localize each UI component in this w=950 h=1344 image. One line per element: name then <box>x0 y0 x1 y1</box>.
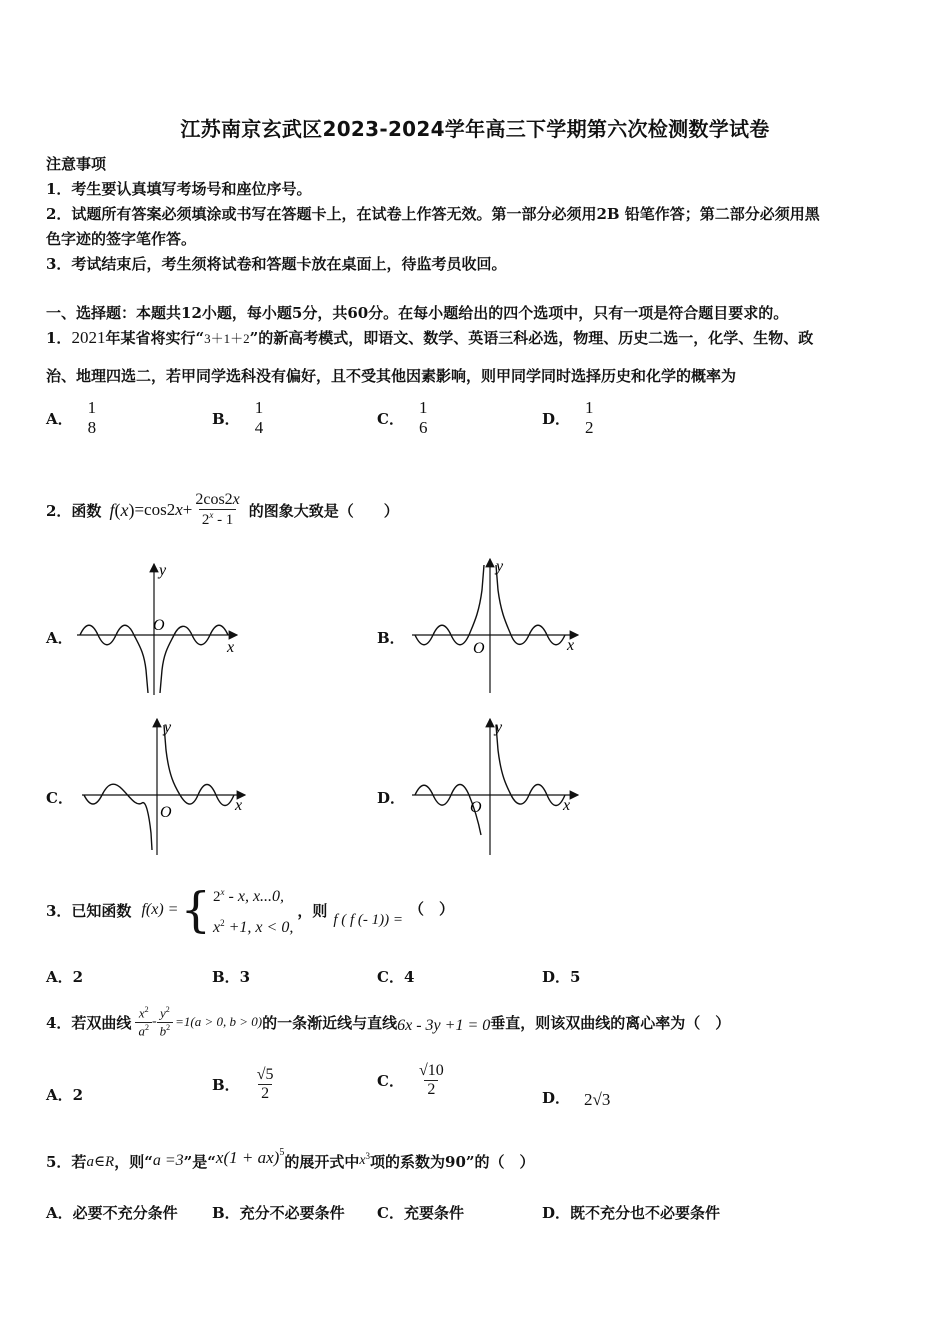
q2-option-b[interactable]: B． <box>377 629 405 647</box>
origin-label: O <box>153 617 165 634</box>
q1-text-1: 年某省将实行“ <box>105 329 205 347</box>
question-3: 3．已知函数 f (x) = { 2$^x$ - x, x...0, $x^2 +1$, x < 0, ，则 f ( f (- 1)) = （ ） <box>46 880 454 940</box>
exam-mode: 3＋1＋2 <box>204 331 250 346</box>
option-label: B． <box>212 409 240 428</box>
question-1-line-2: 治、地理四选二，若甲同学选科没有偏好，且不受其他因素影响，则甲同学同时选择历史和化学的概率为 <box>46 367 737 385</box>
y-label: y <box>159 562 167 579</box>
x-label: x <box>235 797 243 814</box>
q5-option-d[interactable]: D．既不充分也不必要条件 <box>542 1204 721 1222</box>
question-4: 4．若双曲线 $\frac{x^2}{a^2}$ - $\frac{y^2}{b^2}$ =1(a > 0, b > 0) 的一条渐近线与直线 6x - 3y +1 = 0 垂直，则该双曲线的离心率为（ ） <box>46 1005 731 1038</box>
origin-label: O <box>473 640 485 657</box>
option-label: D． <box>542 409 571 428</box>
q2-option-a[interactable]: A． <box>46 629 73 647</box>
page-title: 江苏南京玄武区2023-2024学年高三下学期第六次检测数学试卷 <box>180 117 770 141</box>
fraction: 1 6 <box>418 398 428 437</box>
fraction: $\frac{2\cos 2x}{2^x - 1}$ <box>195 491 240 528</box>
question-5: 5．若 a∈R ，则“ a =3 ”是“ x(1 + ax) $^5$ 的展开式中 x $^3$ 项的系数为90”的（ ） <box>46 1146 535 1171</box>
x-label: x <box>563 797 571 814</box>
question-2: 2．函数 f ( x ) =cos2 x + $\frac{2\cos 2x}{2^x - 1}$ 的图象大致是（ ） <box>46 491 399 528</box>
q1-option-a[interactable] <box>46 398 99 438</box>
q4-option-b[interactable]: B． $\frac{√5}{2}$ <box>212 1066 276 1103</box>
graph-b[interactable] <box>410 555 585 700</box>
x-label: x <box>227 639 235 656</box>
question-number: 5．若 <box>46 1152 87 1171</box>
option-label: C． <box>377 409 404 428</box>
curve-left <box>84 784 152 850</box>
q1-option-b[interactable] <box>212 398 266 438</box>
q1-option-c[interactable] <box>377 398 430 438</box>
question-number: 4．若双曲线 <box>46 1013 132 1032</box>
y-label: y <box>164 719 172 736</box>
section-heading: 一、选择题：本题共12小题，每小题5分，共60分。在每小题给出的四个选项中，只有一项是符合题目要求的。 <box>46 304 789 322</box>
fraction: $\frac{√5}{2}$ <box>256 1066 274 1102</box>
curve-right <box>496 725 565 806</box>
y-label: y <box>495 719 503 736</box>
q1-text-2: ”的新高考模式，即语文、数学、英语三科必选，物理、历史二选一，化学、生物、政 <box>249 329 814 347</box>
fraction: 1 2 <box>585 398 594 437</box>
year: 2021 <box>71 328 106 347</box>
q2-option-c[interactable]: C． <box>46 789 73 807</box>
q3-option-c[interactable]: C．4 <box>377 968 415 986</box>
brace: { <box>180 882 212 938</box>
curve-right <box>164 725 234 806</box>
piecewise: 2$^x$ - x, x...0, $x^2 +1$, x < 0, <box>213 887 294 936</box>
notice-item-3: 3．考试结束后，考生须将试卷和答题卡放在桌面上，待监考员收回。 <box>46 255 507 273</box>
q3-option-a[interactable]: A．2 <box>46 968 84 986</box>
notice-item-1: 1．考生要认真填写考场号和座位序号。 <box>46 180 312 198</box>
fraction: 1 4 <box>254 398 264 437</box>
q5-option-b[interactable]: B．充分不必要条件 <box>212 1204 345 1222</box>
notice-heading: 注意事项 <box>46 155 107 173</box>
fraction: 1 8 <box>87 398 97 437</box>
question-number: 1． <box>46 329 72 347</box>
q3-option-d[interactable]: D．5 <box>542 968 581 986</box>
curve-right <box>496 565 565 645</box>
question-1 <box>46 327 813 348</box>
y-label: y <box>496 558 504 575</box>
q4-option-c[interactable]: C． $\frac{√10}{2}$ <box>377 1062 447 1099</box>
graph-c[interactable] <box>80 715 250 860</box>
graph-a[interactable] <box>75 560 245 700</box>
q1-option-d[interactable] <box>542 398 597 438</box>
fraction-x: $\frac{x^2}{a^2}$ <box>135 1005 152 1039</box>
fraction-y: $\frac{y^2}{b^2}$ <box>157 1005 174 1039</box>
q3-option-b[interactable]: B．3 <box>212 968 251 986</box>
q4-option-d[interactable]: D． 2√3 <box>542 1088 611 1109</box>
notice-item-2: 2．试题所有答案必须填涂或书写在答题卡上，在试卷上作答无效。第一部分必须用2B 铅笔作答；第二部分必须用黑 <box>46 205 820 223</box>
x-label: x <box>567 637 575 654</box>
question-number: 3．已知函数 <box>46 901 132 920</box>
notice-item-2-cont: 色字迹的签字笔作答。 <box>46 230 197 248</box>
q4-option-a[interactable]: A．2 <box>46 1086 84 1104</box>
origin-label: O <box>470 799 482 816</box>
q2-option-d[interactable]: D． <box>377 789 406 807</box>
q5-option-a[interactable]: A．必要不充分条件 <box>46 1204 178 1222</box>
option-label: A． <box>46 409 73 428</box>
origin-label: O <box>160 804 172 821</box>
fraction: $\frac{√10}{2}$ <box>418 1062 444 1098</box>
graph-d[interactable] <box>410 715 585 860</box>
curve-left <box>415 565 484 645</box>
q5-option-c[interactable]: C．充要条件 <box>377 1204 464 1222</box>
question-number: 2．函数 <box>46 501 102 520</box>
